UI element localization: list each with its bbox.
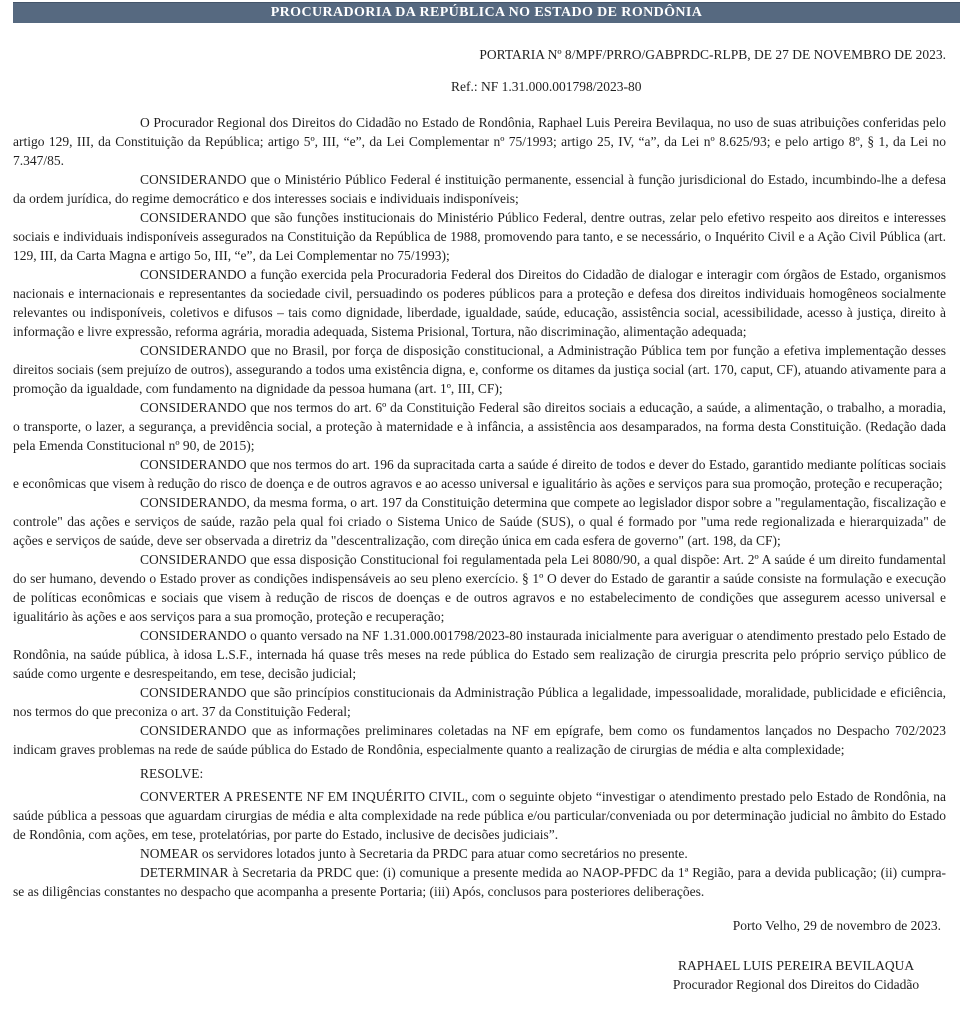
paragraph-considerando-9: CONSIDERANDO o quanto versado na NF 1.31.000.001798/2023-80 instaurada inicialmente para averiguar o atendimento prestado pelo Estado de Rondônia, na saúde pública, à idosa L.S.F., internada há quase três meses na rede pública do Estado sem realização de cirurgia prescrita pelo próprio serviço público de saúde como urgente e desrespeitando, em tese, decisão judicial; xyxy=(13,628,946,681)
portaria-title-line: PORTARIA Nº 8/MPF/PRRO/GABPRDC-RLPB, DE 27 DE NOVEMBRO DE 2023. xyxy=(479,47,946,62)
paragraph-considerando-2: CONSIDERANDO que são funções institucionais do Ministério Público Federal, dentre outras, zelar pelo efetivo respeito aos direitos e interesses sociais e individuais indisponíveis assegurados na Constituição da República de 1988, promovendo para tanto, e se necessário, o Inquérito Civil e a Ação Civil Pública (art. 129, III, da Carta Magna e artigo 5o, III, “e”, da Lei Complementar no 75/1993); xyxy=(13,210,946,263)
place-date-line: Porto Velho, 29 de novembro de 2023. xyxy=(732,918,941,933)
signature-name: RAPHAEL LUIS PEREIRA BEVILAQUA xyxy=(677,958,915,973)
paragraph-considerando-1: CONSIDERANDO que o Ministério Público Federal é instituição permanente, essencial à função jurisdicional do Estado, incumbindo-lhe a defesa da ordem jurídica, do regime democrático e dos interesses sociais e individuais indisponíveis; xyxy=(13,172,946,206)
paragraph-considerando-11: CONSIDERANDO que as informações preliminares coletadas na NF em epígrafe, bem como os fundamentos lançados no Despacho 702/2023 indicam graves problemas na rede de saúde pública do Estado de Rondônia, especialmente quanto a realização de cirurgias de média e alta complexidade; xyxy=(13,723,946,757)
paragraph-considerando-7: CONSIDERANDO, da mesma forma, o art. 197 da Constituição determina que compete ao legislador dispor sobre a "regulamentação, fiscalização e controle" das ações e serviços de saúde, razão pela qual foi criado o Sistema Unico de Saúde (SUS), o qual é formado por "uma rede regionalizada e hierarquizada" de ações e serviços de saúde, deve ser observada a diretriz da "descentralização, com direção única em cada esfera de governo" (art. 198, da CF); xyxy=(13,495,946,548)
letterhead-title: PROCURADORIA DA REPÚBLICA NO ESTADO DE RONDÔNIA xyxy=(270,5,703,20)
signature-role: Procurador Regional dos Direitos do Cidadão xyxy=(672,977,920,992)
paragraph-preamble: O Procurador Regional dos Direitos do Cidadão no Estado de Rondônia, Raphael Luis Pereira Bevilaqua, no uso de suas atribuições conferidas pelo artigo 129, III, da Constituição da República; artigo 5º, III, “e”, da Lei Complementar nº 75/1993; artigo 25, IV, “a”, da Lei nº 8.625/93; e pelo artigo 8º, § 1, da Lei no 7.347/85. xyxy=(13,115,946,168)
reference-line: Ref.: NF 1.31.000.001798/2023-80 xyxy=(451,79,642,94)
paragraph-considerando-3: CONSIDERANDO a função exercida pela Procuradoria Federal dos Direitos do Cidadão de dialogar e interagir com órgãos de Estado, organismos nacionais e internacionais e representantes da sociedade civil, persuadindo os poderes públicos para a proteção e defesa dos direitos individuais homogêneos socialmente relevantes ou indisponíveis, coletivos e difusos – tais como dignidade, liberdade, igualdade, saúde, educação, assistência social, acessibilidade, acesso à justiça, direito à informação e livre expressão, reforma agrária, moradia adequada, Sistema Prisional, Tortura, não discriminação, alimentação adequada; xyxy=(13,267,946,339)
paragraph-considerando-8: CONSIDERANDO que essa disposição Constitucional foi regulamentada pela Lei 8080/90, a qual dispõe: Art. 2º A saúde é um direito fundamental do ser humano, devendo o Estado prover as condições indispensáveis ao seu pleno exercício. § 1º O dever do Estado de garantir a saúde consiste na formulação e execução de políticas econômicas e sociais que visem à redução de riscos de doenças e de outros agravos e no estabelecimento de condições que assegurem acesso universal e igualitário às ações e aos serviços para a sua promoção, proteção e recuperação; xyxy=(13,552,946,624)
letterhead-bar xyxy=(13,2,960,23)
paragraph-resolve: RESOLVE: xyxy=(140,766,204,781)
paragraph-converter: CONVERTER A PRESENTE NF EM INQUÉRITO CIVIL, com o seguinte objeto “investigar o atendimento prestado pelo Estado de Rondônia, na saúde pública a pessoas que aguardam cirurgias de média e alta complexidade na rede pública e/ou particular/conveniada ou por determinação judicial no âmbito do Estado de Rondônia, com ações, em tese, protelatórias, por parte do Estado, inclusive de decisões judiciais”. xyxy=(13,789,946,842)
paragraph-considerando-5: CONSIDERANDO que nos termos do art. 6º da Constituição Federal são direitos sociais a educação, a saúde, a alimentação, o trabalho, a moradia, o transporte, o lazer, a segurança, a previdência social, a proteção à maternidade e à infância, a assistência aos desamparados, na forma desta Constituição. (Redação dada pela Emenda Constitucional nº 90, de 2015); xyxy=(13,400,946,453)
paragraph-determinar: DETERMINAR à Secretaria da PRDC que: (i) comunique a presente medida ao NAOP-PFDC da 1ª Região, para a devida publicação; (ii) cumpra-se as diligências constantes no despacho que acompanha a presente Portaria; (iii) Após, conclusos para posteriores deliberações. xyxy=(13,865,946,899)
paragraph-considerando-6: CONSIDERANDO que nos termos do art. 196 da supracitada carta a saúde é direito de todos e dever do Estado, garantido mediante políticas sociais e econômicas que visem à redução do risco de doença e de outros agravos e ao acesso universal e igualitário às ações e serviços para sua promoção, proteção e recuperação; xyxy=(13,457,946,491)
paragraph-considerando-10: CONSIDERANDO que são princípios constitucionais da Administração Pública a legalidade, impessoalidade, moralidade, publicidade e eficiência, nos termos do que preconiza o art. 37 da Constituição Federal; xyxy=(13,685,946,719)
paragraph-considerando-4: CONSIDERANDO que no Brasil, por força de disposição constitucional, a Administração Pública tem por função a efetiva implementação desses direitos sociais (sem prejuízo de outros), assegurando a todos uma existência digna, e, conforme os ditames da justiça social (art. 170, caput, CF), atuando ativamente para a promoção da igualdade, com fundamento na dignidade da pessoa humana (art. 1º, III, CF); xyxy=(13,343,946,396)
document-body xyxy=(13,113,946,901)
signature-block xyxy=(646,957,946,994)
document-content xyxy=(0,45,960,994)
paragraph-nomear: NOMEAR os servidores lotados junto à Secretaria da PRDC para atuar como secretários no presente. xyxy=(140,846,688,861)
